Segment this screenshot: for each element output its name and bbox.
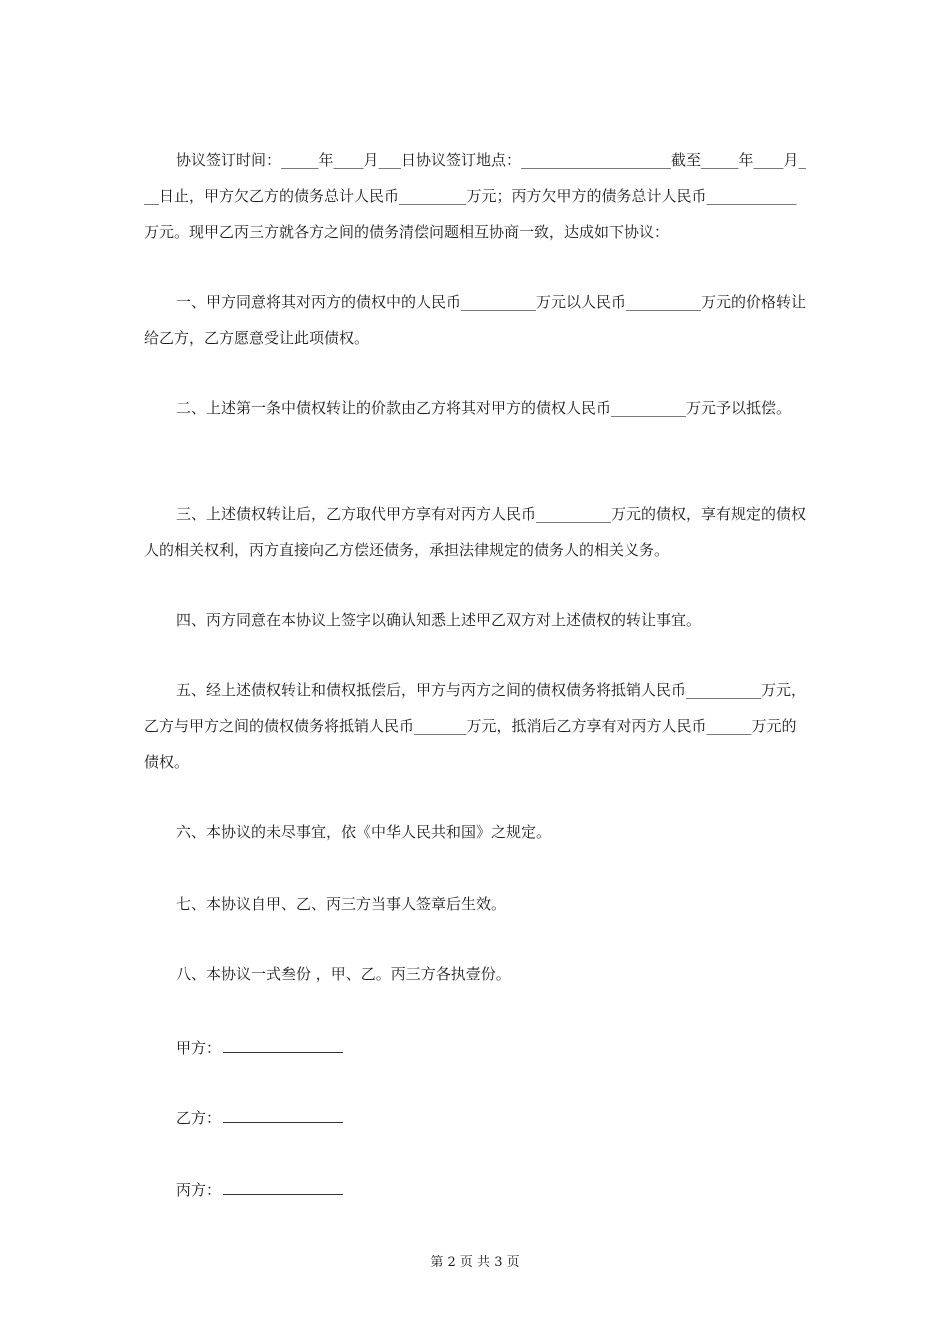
signature-line xyxy=(223,1036,343,1053)
paragraph-clause-2: 二、上述第一条中债权转让的价款由乙方将其对甲方的债权人民币__________万元予以抵偿。 xyxy=(176,399,792,417)
signature-label: 乙方： xyxy=(176,1109,222,1127)
signature-label: 甲方： xyxy=(176,1039,222,1057)
paragraph-intro: 协议签订时间：_____年____月___日协议签订地点：____________________截至_____年____月___日止，甲方欠乙方的债务总计人民币_________万元；丙方欠甲方的债务总计人民币____________万元。现甲乙丙三方就各方之间的债务清偿问题相互协商一致，达成如下协议： xyxy=(144,151,807,241)
signature-party-a xyxy=(176,1036,343,1060)
signature-party-c xyxy=(176,1178,343,1202)
signature-line xyxy=(223,1178,343,1195)
signature-line xyxy=(223,1106,343,1123)
paragraph-clause-1: 一、甲方同意将其对丙方的债权中的人民币__________万元以人民币__________万元的价格转让给乙方，乙方愿意受让此项债权。 xyxy=(144,293,807,347)
paragraph-clause-4: 四、丙方同意在本协议上签字以确认知悉上述甲乙双方对上述债权的转让事宜。 xyxy=(176,611,702,629)
signature-party-b xyxy=(176,1106,343,1130)
paragraph-clause-5: 五、经上述债权转让和债权抵偿后，甲方与丙方之间的债权债务将抵销人民币__________万元，乙方与甲方之间的债权债务将抵销人民币_______万元，抵消后乙方享有对丙方人民币______万元的债权。 xyxy=(144,681,807,771)
signature-label: 丙方： xyxy=(176,1181,222,1199)
paragraph-clause-3: 三、上述债权转让后，乙方取代甲方享有对丙方人民币__________万元的债权，享有规定的债权人的相关权利，丙方直接向乙方偿还债务，承担法律规定的债务人的相关义务。 xyxy=(144,505,807,559)
paragraph-clause-6: 六、本协议的未尽事宜，依《中华人民共和国》之规定。 xyxy=(176,823,552,841)
paragraph-clause-7: 七、本协议自甲、乙、丙三方当事人签章后生效。 xyxy=(176,895,507,913)
page-footer: 第 2 页 共 3 页 xyxy=(430,1255,520,1270)
paragraph-clause-8: 八、本协议一式叁份 ，甲、乙。丙三方各执壹份。 xyxy=(176,965,511,983)
